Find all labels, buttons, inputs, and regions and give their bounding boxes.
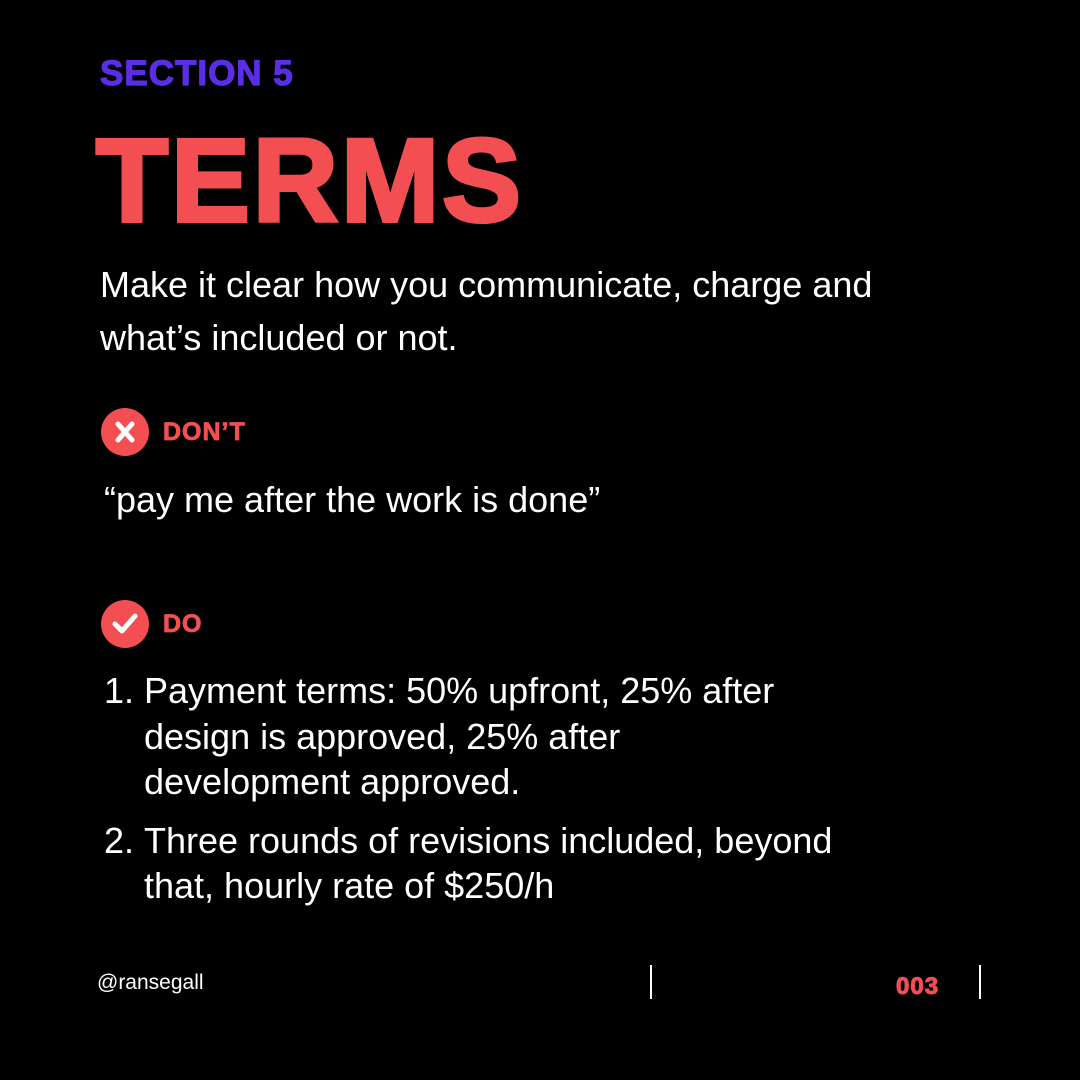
page-number: 003: [896, 973, 940, 1000]
checkmark-circle-icon: [101, 600, 149, 648]
list-item-number: 1.: [104, 670, 135, 711]
x-circle-icon: [101, 408, 149, 456]
footer-divider: [650, 965, 652, 999]
dont-label: DON’T: [163, 417, 246, 446]
list-item-number: 2.: [104, 819, 135, 861]
intro-text: Make it clear how you communicate, charge and what’s included or not.: [100, 264, 873, 358]
section-label: SECTION 5: [100, 54, 294, 93]
page-title: TERMS: [96, 115, 524, 247]
footer-divider: [979, 965, 981, 999]
dont-quote: “pay me after the work is done”: [104, 479, 601, 520]
dont-badge: [101, 408, 246, 456]
list-item: [104, 818, 964, 909]
list-item: [104, 668, 964, 805]
list-item-text: Payment terms: 50% upfront, 25% after design is approved, 25% after development approved.: [144, 670, 775, 802]
do-label: DO: [163, 609, 203, 638]
author-handle: @ransegall: [97, 971, 204, 994]
do-badge: [101, 600, 203, 648]
do-list: [104, 668, 964, 909]
list-item-text: Three rounds of revisions included, beyond that, hourly rate of $250/h: [144, 819, 833, 906]
